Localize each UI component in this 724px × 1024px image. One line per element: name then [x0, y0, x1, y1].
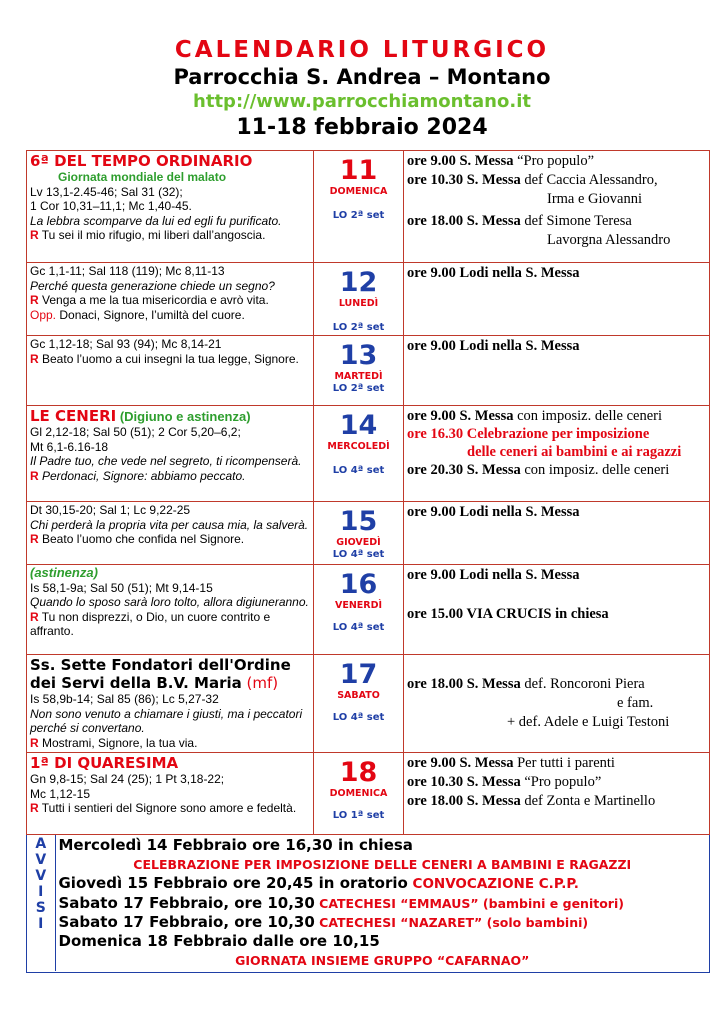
readings: Is 58,1-9a; Sal 50 (51); Mt 9,14-15 [30, 580, 213, 595]
alt-response: Donaci, Signore, l’umiltà del cuore. [56, 307, 245, 322]
psalm-response: Tutti i sentieri del Signore sono amore e fedeltà. [38, 801, 297, 815]
date-range: 11-18 febbraio 2024 [236, 115, 488, 140]
event-detail: e fam. [617, 695, 654, 711]
response-marker: R [30, 351, 39, 366]
notices-section [27, 835, 710, 973]
event-time: ore 20.30 S. Messa [407, 462, 521, 478]
notices-label [27, 835, 55, 971]
celebration-title: LE CENERI [30, 407, 117, 425]
notice-highlight: CATECHESI “NAZARET” (solo bambini) [314, 915, 589, 930]
day-liturgy [27, 565, 314, 655]
liturgy-hours-week: LO 4ª set [332, 549, 385, 560]
day-number: 17 [339, 659, 378, 690]
day-events [404, 336, 710, 406]
event-detail: con imposiz. delle ceneri [513, 408, 663, 424]
readings: Gc 1,12-18; Sal 93 (94); Mc 8,14-21 [30, 337, 222, 351]
day-number: 13 [339, 340, 378, 371]
notices-letter: A [35, 836, 47, 852]
liturgy-hours-week: LO 4ª set [332, 622, 385, 633]
liturgy-hours-week: LO 2ª set [332, 322, 385, 333]
event-detail: “Pro populo” [520, 774, 602, 790]
parish-url[interactable]: http://www.parrocchiamontano.it [193, 91, 531, 112]
event-detail: def Caccia Alessandro, [520, 172, 658, 188]
day-events [404, 655, 710, 753]
day-row-13 [27, 336, 710, 406]
day-name: GIOVEDÌ [336, 537, 381, 548]
celebration-subtitle: Giornata mondiale del malato [58, 170, 227, 184]
gospel-quote: Perché questa generazione chiede un segno? [30, 278, 275, 293]
gospel-quote: Chi perderà la propria vita per causa mia, la salverà. [30, 517, 309, 532]
day-name: MERCOLEDÌ [327, 441, 390, 452]
day-number: 18 [339, 757, 378, 788]
day-row-18 [27, 753, 710, 835]
day-events [404, 753, 710, 835]
day-box [314, 151, 404, 263]
event-detail: Lavorgna Alessandro [547, 232, 671, 248]
page-header [0, 36, 724, 142]
day-liturgy [27, 753, 314, 835]
day-events [404, 502, 710, 565]
day-liturgy [27, 502, 314, 565]
day-liturgy [27, 151, 314, 263]
notice-highlight: GIORNATA INSIEME GRUPPO “CAFARNAO” [235, 953, 530, 968]
day-box [314, 565, 404, 655]
notices-row [27, 835, 710, 973]
day-box [314, 406, 404, 502]
liturgy-hours-week: LO 1ª set [332, 810, 385, 821]
event-time: ore 18.00 S. Messa [407, 213, 521, 229]
day-name: VENERDÌ [334, 600, 383, 611]
day-liturgy [27, 336, 314, 406]
day-box [314, 655, 404, 753]
parish-name: Parrocchia S. Andrea – Montano [173, 65, 551, 89]
notice-highlight: CONVOCAZIONE C.P.P. [407, 876, 579, 892]
notices-table [27, 835, 709, 971]
notice-line: Domenica 18 Febbraio dalle ore 10,15 [58, 932, 380, 950]
event-detail: def. Roncoroni Piera [520, 676, 645, 692]
day-events [404, 151, 710, 263]
notice-highlight: CATECHESI “EMMAUS” (bambini e genitori) [314, 896, 624, 911]
day-row-16 [27, 565, 710, 655]
event-time: ore 9.00 S. Messa [407, 755, 514, 771]
liturgy-hours-week: LO 4ª set [332, 465, 385, 476]
event-detail: “Pro populo” [513, 153, 595, 169]
day-row-14 [27, 406, 710, 502]
response-marker: R [30, 735, 39, 750]
event-time: ore 9.00 Lodi nella S. Messa [407, 567, 580, 583]
day-number: 14 [339, 410, 378, 441]
day-name: DOMENICA [329, 186, 388, 197]
celebration-name: Ss. Sette Fondatori dell'Ordine dei Servi della B.V. Maria [30, 656, 291, 692]
readings: Is 58,9b-14; Sal 85 (86); Lc 5,27-32 [30, 692, 219, 706]
event-time: ore 10.30 S. Messa [407, 172, 521, 188]
event-time: ore 9.00 S. Messa [407, 408, 514, 424]
notice-line: Sabato 17 Febbraio, ore 10,30 [58, 913, 315, 931]
event-time: ore 10.30 S. Messa [407, 774, 521, 790]
event-time: ore 15.00 VIA CRUCIS in chiesa [407, 606, 609, 622]
response-marker: R [30, 801, 39, 815]
psalm-response: Beato l’uomo che confida nel Signore. [38, 532, 245, 546]
day-row-15 [27, 502, 710, 565]
readings: Mt 6,1-6.16-18 [30, 439, 109, 454]
response-marker: R [30, 293, 39, 307]
gospel-quote: Non sono venuto a chiamare i giusti, ma i peccatori perché si convertano. [30, 706, 303, 735]
response-marker: R [30, 228, 39, 242]
event-special: ore 16.30 Celebrazione per imposizione [407, 426, 650, 442]
event-detail: def Zonta e Martinello [520, 793, 656, 809]
day-box [314, 753, 404, 835]
day-row-11 [27, 151, 710, 263]
day-events [404, 565, 710, 655]
day-number: 11 [339, 155, 378, 186]
day-liturgy [27, 406, 314, 502]
event-detail: con imposiz. delle ceneri [520, 462, 670, 478]
psalm-response: Mostrami, Signore, la tua via. [38, 735, 198, 750]
event-time: ore 18.00 S. Messa [407, 793, 521, 809]
readings: Gn 9,8-15; Sal 24 (25); 1 Pt 3,18-22; [30, 772, 225, 786]
notices-letter: V [35, 852, 47, 868]
notices-letter: S [35, 900, 46, 916]
opp-marker: Opp. [30, 307, 57, 322]
readings: 1 Cor 10,31–11,1; Mc 1,40-45. [30, 199, 192, 213]
event-time: ore 9.00 S. Messa [407, 153, 514, 169]
calendar-table [26, 150, 710, 973]
day-box [314, 263, 404, 336]
psalm-response: Venga a me la tua misericordia e avrò vita. [38, 293, 269, 307]
day-name: DOMENICA [329, 788, 388, 799]
response-marker: R [30, 609, 39, 624]
celebration-note: (Digiuno e astinenza) [116, 409, 251, 424]
day-events [404, 406, 710, 502]
day-number: 15 [339, 506, 378, 537]
notice-line: Giovedì 15 Febbraio ore 20,45 in oratorio [58, 874, 408, 892]
day-liturgy [27, 655, 314, 753]
notices-letter: V [35, 868, 47, 884]
notice-line: Mercoledì 14 Febbraio ore 16,30 in chiesa [58, 836, 413, 854]
event-time: ore 18.00 S. Messa [407, 676, 521, 692]
notices-letter: I [38, 884, 44, 900]
day-row-17 [27, 655, 710, 753]
event-time: ore 9.00 Lodi nella S. Messa [407, 265, 580, 281]
response-marker: R [30, 468, 39, 483]
day-note: (astinenza) [30, 565, 98, 580]
celebration-title [30, 656, 310, 692]
notices-list [55, 835, 709, 971]
day-box [314, 336, 404, 406]
day-name: SABATO [337, 690, 380, 701]
liturgy-hours-week: LO 2ª set [332, 383, 385, 394]
event-detail: + def. Adele e Luigi Testoni [507, 714, 670, 730]
notice-highlight: CELEBRAZIONE PER IMPOSIZIONE DELLE CENERI A BAMBINI E RAGAZZI [133, 857, 632, 872]
readings: Lv 13,1-2.45-46; Sal 31 (32); [30, 184, 183, 199]
liturgy-hours-week: LO 2ª set [332, 210, 385, 221]
gospel-quote: Quando lo sposo sarà loro tolto, allora digiuneranno. [30, 595, 309, 609]
day-row-12 [27, 263, 710, 336]
celebration-title: 1ª DI QUARESIMA [30, 754, 179, 772]
event-special: delle ceneri ai bambini e ai ragazzi [467, 444, 682, 460]
celebration-rank: (mf) [241, 674, 279, 692]
notice-line: Sabato 17 Febbraio, ore 10,30 [58, 894, 315, 912]
day-number: 16 [339, 569, 378, 600]
readings: Gl 2,12-18; Sal 50 (51); 2 Cor 5,20–6,2; [30, 425, 241, 439]
day-name: LUNEDÌ [338, 298, 379, 309]
gospel-quote: La lebbra scomparve da lui ed egli fu purificato. [30, 213, 282, 228]
psalm-response: Tu sei il mio rifugio, mi liberi dall’angoscia. [38, 228, 266, 242]
day-number: 12 [339, 267, 378, 298]
readings: Mc 1,12-15 [30, 786, 91, 801]
event-detail: def Simone Teresa [520, 213, 632, 229]
event-time: ore 9.00 Lodi nella S. Messa [407, 338, 580, 354]
document-title: CALENDARIO LITURGICO [174, 37, 550, 63]
day-liturgy [27, 263, 314, 336]
response-marker: R [30, 532, 39, 546]
celebration-title: 6ª DEL TEMPO ORDINARIO [30, 152, 253, 170]
event-detail: Irma e Giovanni [547, 191, 643, 207]
psalm-response: Tu non disprezzi, o Dio, un cuore contrito e affranto. [30, 609, 271, 638]
psalm-response: Perdonaci, Signore: abbiamo peccato. [38, 468, 246, 483]
day-events [404, 263, 710, 336]
notices-letter: I [38, 916, 44, 932]
event-detail: Per tutti i parenti [513, 755, 615, 771]
day-box [314, 502, 404, 565]
liturgy-hours-week: LO 4ª set [332, 712, 385, 723]
readings: Gc 1,1-11; Sal 118 (119); Mc 8,11-13 [30, 264, 225, 278]
gospel-quote: Il Padre tuo, che vede nel segreto, ti ricompenserà. [30, 454, 302, 468]
day-name: MARTEDÌ [334, 371, 383, 382]
event-time: ore 9.00 Lodi nella S. Messa [407, 504, 580, 520]
psalm-response: Beato l’uomo a cui insegni la tua legge, Signore. [38, 351, 299, 366]
readings: Dt 30,15-20; Sal 1; Lc 9,22-25 [30, 503, 191, 517]
